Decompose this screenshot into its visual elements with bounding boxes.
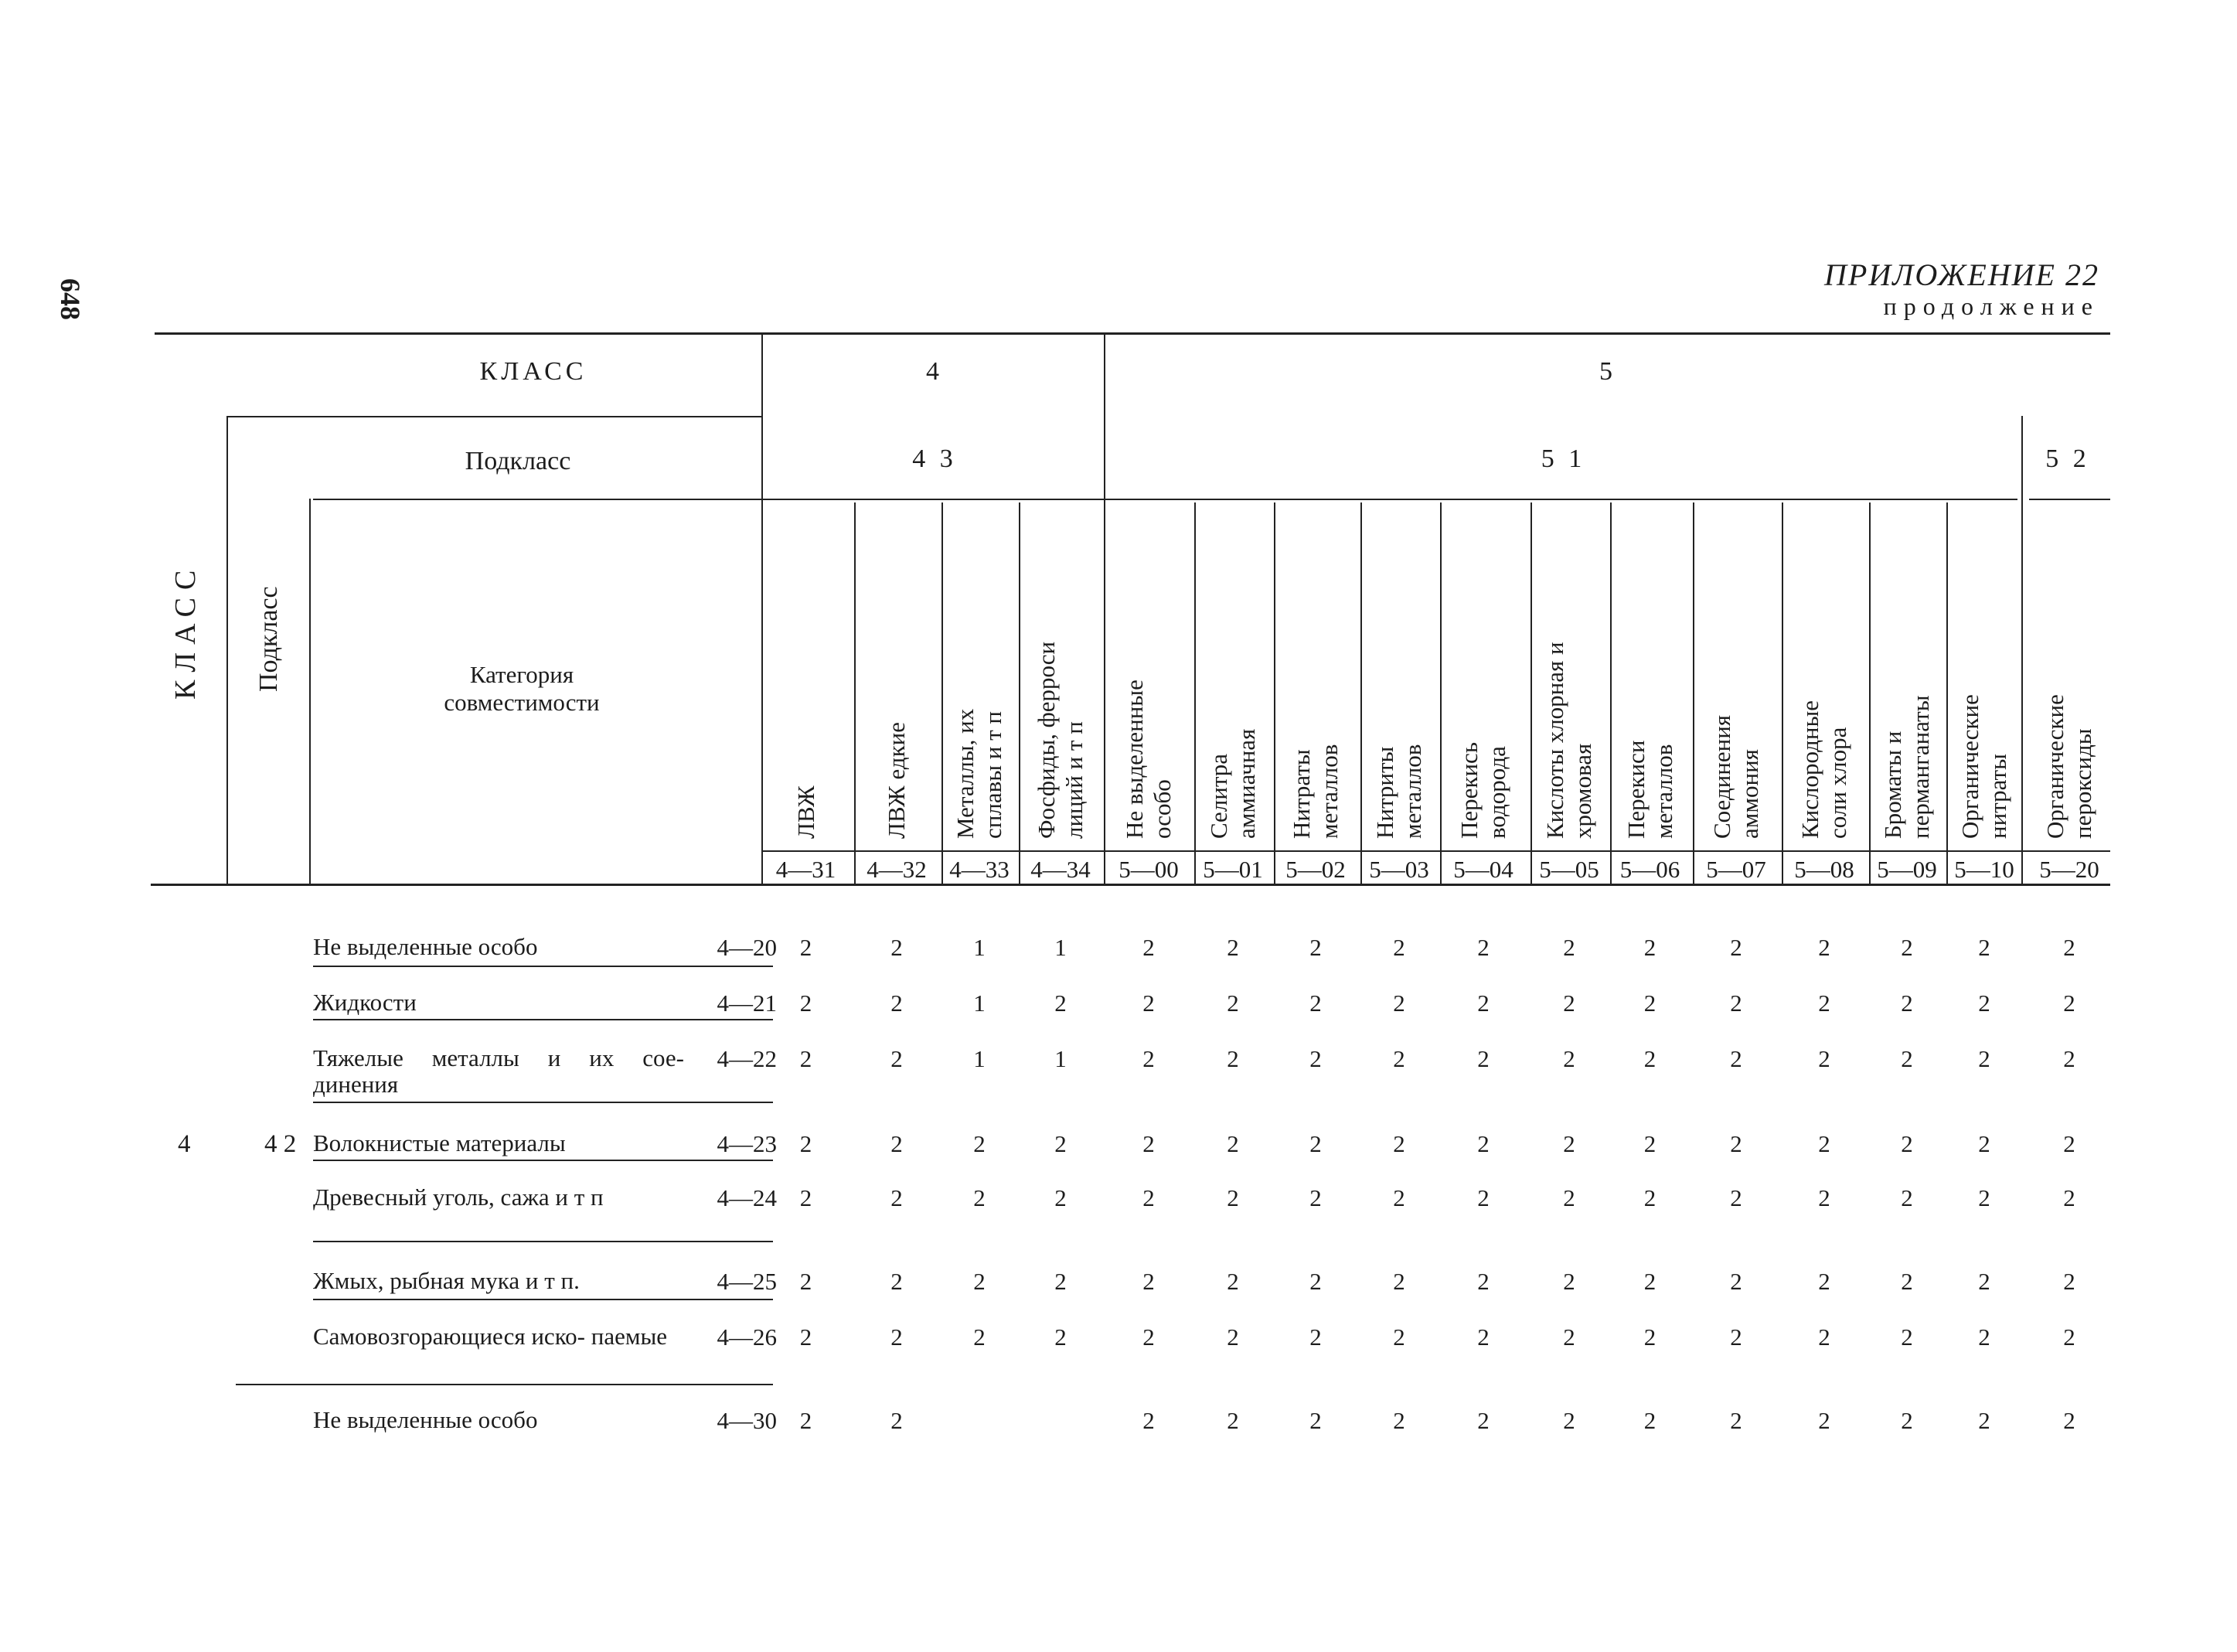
table-cell: 2 — [1818, 1130, 1830, 1157]
row-category-name: Жмых, рыбная мука и т п. — [313, 1267, 580, 1294]
column-header-line: Фосфиды, ферроси — [1033, 641, 1060, 839]
table-cell: 2 — [1818, 1184, 1830, 1211]
column-code: 5—00 — [1118, 856, 1179, 883]
column-header-label — [1796, 700, 1852, 839]
row-underline — [313, 966, 773, 967]
header-kategoria: Категория совместимости — [444, 661, 600, 716]
column-header-line: Броматы и — [1879, 731, 1906, 839]
column-header-line: лиций и т п — [1061, 721, 1088, 839]
table-cell: 2 — [1730, 1268, 1742, 1295]
table-cell: 2 — [1563, 1045, 1575, 1072]
column-header-label — [2041, 694, 2097, 839]
column-code: 4—33 — [949, 856, 1010, 883]
table-cell: 2 — [1142, 1045, 1155, 1072]
column-header-line: Селитра — [1205, 753, 1232, 839]
table-cell: 2 — [1901, 934, 1913, 961]
header-podklass-vertical: Подкласс — [254, 586, 283, 692]
column-separator — [1440, 502, 1442, 884]
table-cell: 2 — [1978, 1130, 1990, 1157]
header-klass-4: 4 — [926, 357, 943, 386]
table-cell: 2 — [1309, 1323, 1322, 1351]
column-header-line: ЛВЖ едкие — [883, 722, 910, 839]
table-cell: 2 — [1477, 934, 1490, 961]
column-header-label — [1879, 695, 1935, 839]
table-top-rule — [155, 332, 2110, 335]
column-header-line: Кислоты хлорная и — [1541, 642, 1568, 839]
table-cell: 2 — [1643, 1045, 1656, 1072]
table-cell: 2 — [799, 1268, 812, 1295]
rule-codes — [761, 850, 2110, 852]
table-cell: 2 — [1393, 934, 1405, 961]
column-header-line: соли хлора — [1824, 727, 1851, 839]
table-cell: 2 — [1477, 1184, 1490, 1211]
table-cell: 2 — [1978, 1184, 1990, 1211]
column-separator — [1946, 502, 1948, 884]
row-category-code: 4—23 — [717, 1130, 777, 1157]
table-cell: 2 — [1818, 989, 1830, 1017]
row-subclass-label: 4 2 — [264, 1130, 297, 1158]
column-header-line: Органические — [2041, 694, 2068, 839]
table-cell: 2 — [1978, 934, 1990, 961]
table-cell: 2 — [1227, 1323, 1239, 1351]
table-cell: 2 — [1477, 1323, 1490, 1351]
column-header-line: аммония — [1736, 749, 1763, 839]
table-cell: 2 — [799, 934, 812, 961]
column-separator — [854, 502, 856, 884]
table-cell: 2 — [1563, 1407, 1575, 1434]
table-cell: 2 — [1730, 989, 1742, 1017]
column-header-line: Перекись — [1456, 742, 1483, 839]
column-code: 5—01 — [1203, 856, 1263, 883]
table-cell: 2 — [1309, 1045, 1322, 1072]
table-cell: 2 — [1978, 1268, 1990, 1295]
table-cell: 2 — [890, 1184, 903, 1211]
column-header-line: водорода — [1483, 746, 1510, 839]
column-header-line: металлов — [1316, 744, 1343, 839]
column-separator — [1782, 502, 1783, 884]
table-cell: 2 — [2063, 1407, 2075, 1434]
row-category-name: Тяжелые металлы и их сое- динения — [313, 1044, 684, 1098]
column-header-line: Кислородные — [1796, 700, 1823, 839]
table-cell: 2 — [2063, 1130, 2075, 1157]
column-code: 5—07 — [1706, 856, 1766, 883]
table-cell: 2 — [1643, 1323, 1656, 1351]
column-separator — [1869, 502, 1871, 884]
row-underline — [313, 1019, 773, 1020]
column-header-line: Нитраты — [1288, 749, 1315, 839]
row-category-name: Жидкости — [313, 989, 417, 1016]
table-cell: 2 — [1477, 1130, 1490, 1157]
table-cell: 2 — [1309, 1268, 1322, 1295]
table-cell: 2 — [1142, 1130, 1155, 1157]
column-header-line: Перекиси — [1622, 740, 1650, 839]
table-cell: 2 — [1643, 1407, 1656, 1434]
table-cell: 2 — [890, 989, 903, 1017]
table-cell: 2 — [1901, 1323, 1913, 1351]
column-header-label — [883, 722, 911, 839]
header-podklass: Подкласс — [465, 447, 571, 475]
table-cell: 2 — [1901, 1407, 1913, 1434]
table-cell: 2 — [1227, 1184, 1239, 1211]
row-underline — [313, 1102, 773, 1103]
table-cell: 2 — [973, 1323, 986, 1351]
column-code: 4—31 — [775, 856, 836, 883]
table-cell: 2 — [1643, 989, 1656, 1017]
table-cell: 2 — [1818, 1407, 1830, 1434]
table-cell: 2 — [1393, 1407, 1405, 1434]
column-header-line: Нитриты — [1371, 746, 1398, 839]
row-category-code: 4—25 — [717, 1268, 777, 1295]
table-cell: 2 — [1730, 1323, 1742, 1351]
table-cell: 1 — [1054, 934, 1067, 961]
table-cell: 2 — [1563, 1323, 1575, 1351]
vline-podklass — [226, 416, 228, 884]
column-header-label — [1205, 729, 1261, 839]
table-cell: 2 — [1730, 1130, 1742, 1157]
table-cell: 2 — [1477, 989, 1490, 1017]
table-cell: 2 — [1643, 1184, 1656, 1211]
table-cell: 2 — [1142, 1268, 1155, 1295]
column-header-line: хромовая — [1569, 743, 1596, 839]
column-separator — [941, 502, 943, 884]
column-code: 5—09 — [1877, 856, 1937, 883]
vline-data-start — [761, 334, 763, 884]
vline-kategoria — [309, 499, 311, 884]
column-header-label — [1033, 642, 1088, 839]
header-podklass-43: 4 3 — [912, 445, 957, 473]
column-code: 5—02 — [1285, 856, 1346, 883]
table-cell: 2 — [1309, 989, 1322, 1017]
row-category-code: 4—26 — [717, 1323, 777, 1351]
table-cell: 2 — [799, 1045, 812, 1072]
table-cell: 2 — [973, 1184, 986, 1211]
column-separator — [1194, 502, 1196, 884]
continued-label: продолжение — [1883, 292, 2099, 320]
column-header-label — [1371, 744, 1427, 839]
table-cell: 2 — [1309, 1184, 1322, 1211]
column-header-line: пероксиды — [2069, 728, 2096, 839]
table-cell: 2 — [890, 1268, 903, 1295]
table-cell: 2 — [2063, 1184, 2075, 1211]
column-header-line: нитраты — [1984, 754, 2011, 839]
table-cell: 2 — [890, 1407, 903, 1434]
column-header-line: металлов — [1650, 744, 1677, 839]
table-cell: 2 — [1393, 1268, 1405, 1295]
column-code: 5—04 — [1453, 856, 1513, 883]
column-separator — [1693, 502, 1694, 884]
table-cell: 2 — [1563, 1184, 1575, 1211]
row-category-code: 4—21 — [717, 989, 777, 1017]
column-separator — [1360, 502, 1362, 884]
table-cell: 2 — [1054, 1268, 1067, 1295]
page-number: 648 — [55, 278, 86, 320]
table-cell: 2 — [1563, 934, 1575, 961]
column-code: 5—08 — [1794, 856, 1854, 883]
header-klass-5: 5 — [1599, 357, 1616, 386]
column-code: 5—05 — [1539, 856, 1599, 883]
column-header-line: аммиачная — [1233, 728, 1260, 839]
table-cell: 2 — [1563, 1268, 1575, 1295]
row-category-code: 4—30 — [717, 1407, 777, 1434]
table-cell: 2 — [1227, 1268, 1239, 1295]
table-cell: 2 — [1477, 1407, 1490, 1434]
column-header-label — [1456, 742, 1511, 839]
row-underline — [236, 1384, 773, 1385]
table-cell: 2 — [1818, 1323, 1830, 1351]
table-cell: 2 — [1643, 1130, 1656, 1157]
column-header-line: металлов — [1399, 744, 1426, 839]
row-category-code: 4—22 — [717, 1045, 777, 1072]
table-cell: 2 — [1054, 989, 1067, 1017]
table-cell: 2 — [799, 1323, 812, 1351]
column-header-line: перманганаты — [1907, 695, 1934, 839]
column-header-line: Металлы, их — [952, 708, 979, 839]
table-cell: 2 — [1901, 1184, 1913, 1211]
column-code: 4—32 — [867, 856, 927, 883]
column-separator — [1530, 502, 1532, 884]
table-cell: 2 — [1142, 934, 1155, 961]
table-cell: 2 — [1643, 934, 1656, 961]
table-cell: 2 — [890, 1130, 903, 1157]
table-cell: 2 — [1393, 1130, 1405, 1157]
column-header-label — [1288, 744, 1343, 839]
table-cell: 2 — [890, 1045, 903, 1072]
row-category-code: 4—20 — [717, 934, 777, 961]
header-klass: КЛАСС — [479, 357, 587, 386]
row-category-name: Не выделенные особо — [313, 933, 538, 960]
column-header-line: сплавы и т п — [979, 710, 1006, 839]
table-cell: 2 — [1054, 1323, 1067, 1351]
table-cell: 2 — [1978, 1045, 1990, 1072]
appendix-title: ПРИЛОЖЕНИЕ 22 — [1824, 257, 2099, 292]
table-cell: 2 — [1142, 989, 1155, 1017]
table-cell: 2 — [1142, 1407, 1155, 1434]
table-cell: 2 — [1730, 1184, 1742, 1211]
table-cell: 2 — [1477, 1045, 1490, 1072]
table-cell: 1 — [1054, 1045, 1067, 1072]
column-separator — [1019, 502, 1020, 884]
table-cell: 2 — [1477, 1268, 1490, 1295]
table-cell: 2 — [1730, 1407, 1742, 1434]
table-cell: 2 — [1978, 1407, 1990, 1434]
table-cell: 2 — [1901, 1268, 1913, 1295]
table-cell: 2 — [890, 934, 903, 961]
table-cell: 1 — [973, 1045, 986, 1072]
table-cell: 2 — [1227, 1407, 1239, 1434]
column-code: 5—03 — [1369, 856, 1429, 883]
header-podklass-52: 5 2 — [2045, 445, 2090, 473]
column-header-line: особо — [1149, 779, 1176, 839]
table-cell: 2 — [2063, 1323, 2075, 1351]
table-cell: 2 — [1563, 989, 1575, 1017]
table-cell: 2 — [973, 1268, 986, 1295]
vline-class5 — [1104, 334, 1105, 884]
table-cell: 2 — [1818, 1045, 1830, 1072]
row-category-name: Не выделенные особо — [313, 1406, 538, 1433]
header-klass-vertical: КЛАСС — [169, 562, 202, 700]
table-cell: 2 — [1901, 1130, 1913, 1157]
table-cell: 2 — [2063, 1268, 2075, 1295]
column-code: 5—06 — [1619, 856, 1680, 883]
row-underline — [313, 1241, 773, 1242]
table-cell: 2 — [1901, 1045, 1913, 1072]
table-cell: 2 — [799, 1407, 812, 1434]
column-header-label — [1121, 680, 1176, 839]
table-cell: 2 — [1227, 1130, 1239, 1157]
table-cell: 2 — [1393, 1045, 1405, 1072]
table-cell: 2 — [2063, 1045, 2075, 1072]
column-header-line: Соединения — [1708, 714, 1735, 839]
row-class-label: 4 — [178, 1130, 191, 1158]
row-underline — [313, 1299, 773, 1300]
table-cell: 2 — [1054, 1130, 1067, 1157]
column-header-label — [1541, 642, 1597, 839]
rule-sub51 — [761, 499, 2017, 500]
table-cell: 2 — [890, 1323, 903, 1351]
table-cell: 2 — [1818, 934, 1830, 961]
table-cell: 2 — [1730, 1045, 1742, 1072]
rule-klass — [228, 416, 761, 417]
table-cell: 2 — [799, 1130, 812, 1157]
table-cell: 2 — [1227, 1045, 1239, 1072]
table-cell: 2 — [2063, 934, 2075, 961]
row-category-name: Волокнистые материалы — [313, 1129, 566, 1156]
column-code: 5—10 — [1954, 856, 2014, 883]
column-header-label — [1956, 694, 2012, 839]
column-header-line: Органические — [1956, 694, 1983, 839]
table-cell: 2 — [1901, 989, 1913, 1017]
column-separator — [1274, 502, 1275, 884]
table-cell: 2 — [2063, 989, 2075, 1017]
column-header-label — [792, 785, 820, 839]
table-cell: 1 — [973, 989, 986, 1017]
row-category-name: Древесный уголь, сажа и т п — [313, 1184, 604, 1211]
table-cell: 2 — [1730, 934, 1742, 961]
column-header-label — [1708, 715, 1764, 839]
table-cell: 2 — [799, 989, 812, 1017]
vline-sub52 — [2021, 416, 2023, 884]
table-cell: 2 — [1309, 934, 1322, 961]
column-header-label — [1622, 741, 1678, 839]
table-cell: 2 — [1563, 1130, 1575, 1157]
table-cell: 2 — [1393, 989, 1405, 1017]
table-cell: 2 — [1142, 1184, 1155, 1211]
column-code: 4—34 — [1030, 856, 1091, 883]
table-cell: 2 — [1393, 1323, 1405, 1351]
column-header-line: ЛВЖ — [792, 785, 819, 839]
column-code: 5—20 — [2039, 856, 2099, 883]
table-cell: 2 — [1309, 1407, 1322, 1434]
table-cell: 2 — [1227, 934, 1239, 961]
column-separator — [1610, 502, 1612, 884]
row-category-code: 4—24 — [717, 1184, 777, 1211]
table-cell: 2 — [799, 1184, 812, 1211]
rule-podklass — [313, 499, 761, 500]
table-cell: 2 — [1643, 1268, 1656, 1295]
table-cell: 2 — [1142, 1323, 1155, 1351]
row-category-name: Самовозгорающиеся иско- паемые — [313, 1323, 668, 1350]
column-header-line: Не выделенные — [1121, 680, 1148, 839]
rule-sub52 — [2029, 499, 2110, 500]
table-cell: 2 — [1309, 1130, 1322, 1157]
table-cell: 1 — [973, 934, 986, 961]
table-cell: 2 — [1978, 1323, 1990, 1351]
table-cell: 2 — [1818, 1268, 1830, 1295]
table-header-bottom-rule — [151, 884, 2110, 886]
column-header-label — [952, 709, 1007, 839]
table-cell: 2 — [1054, 1184, 1067, 1211]
table-cell: 2 — [1393, 1184, 1405, 1211]
header-podklass-51: 5 1 — [1541, 445, 1586, 473]
table-cell: 2 — [973, 1130, 986, 1157]
row-underline — [313, 1160, 773, 1161]
table-cell: 2 — [1227, 989, 1239, 1017]
table-cell: 2 — [1978, 989, 1990, 1017]
